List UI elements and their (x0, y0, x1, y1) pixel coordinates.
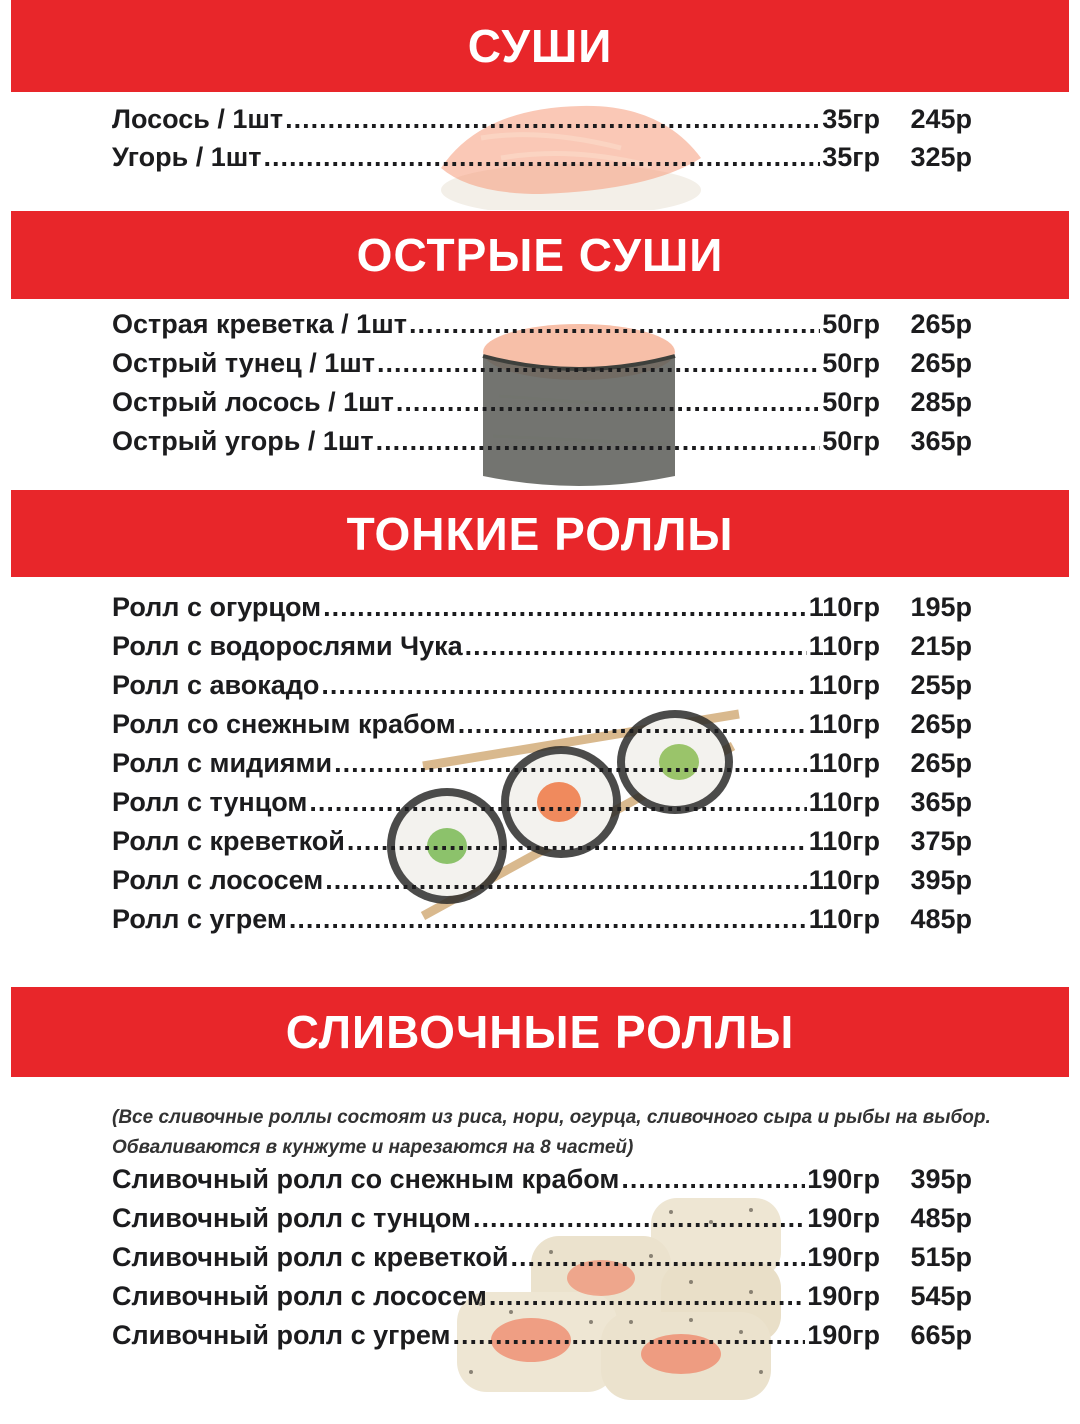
item-weight: 50гр (822, 348, 880, 378)
dot-leader (325, 865, 806, 896)
dot-leader (309, 787, 806, 818)
item-name: Сливочный ролл с креветкой (112, 1242, 509, 1272)
dot-leader (473, 1203, 805, 1234)
item-name: Сливочный ролл со снежным крабом (112, 1164, 620, 1194)
item-name: Острая креветка / 1шт (112, 309, 407, 339)
item-name: Острый лосось / 1шт (112, 387, 394, 417)
section-title: СЛИВОЧНЫЕ РОЛЛЫ (285, 1006, 795, 1058)
item-weight: 190гр (807, 1281, 880, 1311)
dot-leader (347, 826, 807, 857)
item-price: 515р (910, 1242, 972, 1272)
dot-leader (396, 387, 820, 418)
menu-item (112, 387, 972, 425)
section-banner-cream-rolls (11, 987, 1069, 1077)
item-name: Сливочный ролл с угрем (112, 1320, 451, 1350)
item-weight: 110гр (808, 865, 880, 895)
item-weight: 110гр (808, 826, 880, 856)
item-name: Ролл с огурцом (112, 592, 322, 622)
item-weight: 110гр (808, 748, 880, 778)
item-name: Ролл с лососем (112, 865, 324, 895)
menu-item (112, 904, 972, 942)
item-price: 395р (910, 1164, 972, 1194)
item-weight: 35гр (822, 142, 880, 172)
item-price: 195р (910, 592, 972, 622)
menu-item (112, 1320, 972, 1358)
menu-item (112, 348, 972, 386)
menu-item (112, 592, 972, 630)
item-weight: 50гр (822, 309, 880, 339)
dot-leader (285, 104, 820, 135)
item-name: Ролл с креветкой (112, 826, 345, 856)
item-price: 485р (910, 904, 972, 934)
item-price: 375р (910, 826, 972, 856)
menu-item (112, 748, 972, 786)
item-price: 395р (910, 865, 972, 895)
item-price: 215р (910, 631, 972, 661)
item-price: 265р (910, 309, 972, 339)
dot-leader (377, 348, 820, 379)
section-title: ОСТРЫЕ СУШИ (356, 229, 724, 281)
item-name: Ролл с угрем (112, 904, 287, 934)
dot-leader (458, 709, 807, 740)
dot-leader (321, 670, 806, 701)
item-weight: 110гр (808, 631, 880, 661)
item-name: Сливочный ролл с тунцом (112, 1203, 472, 1233)
item-weight: 50гр (822, 387, 880, 417)
item-price: 365р (910, 426, 972, 456)
item-name: Ролл с авокадо (112, 670, 320, 700)
item-price: 365р (910, 787, 972, 817)
item-price: 325р (910, 142, 972, 172)
menu-item (112, 104, 972, 142)
dot-leader (323, 592, 807, 623)
item-weight: 35гр (822, 104, 880, 134)
menu-item (112, 826, 972, 864)
item-weight: 110гр (808, 709, 880, 739)
section-title: ТОНКИЕ РОЛЛЫ (346, 507, 734, 560)
item-name: Острый тунец / 1шт (112, 348, 375, 378)
dot-leader (264, 142, 821, 173)
dot-leader (489, 1281, 805, 1312)
item-name: Угорь / 1шт (112, 142, 262, 172)
item-weight: 110гр (808, 592, 880, 622)
dot-leader (334, 748, 807, 779)
item-name: Сливочный ролл с лососем (112, 1281, 487, 1311)
section-title: СУШИ (467, 20, 613, 72)
item-price: 545р (910, 1281, 972, 1311)
menu-item (112, 670, 972, 708)
item-price: 285р (910, 387, 972, 417)
item-price: 665р (910, 1320, 972, 1350)
dot-leader (452, 1320, 805, 1351)
menu-item (112, 1281, 972, 1319)
item-weight: 190гр (807, 1242, 880, 1272)
menu-item (112, 865, 972, 903)
item-price: 265р (910, 748, 972, 778)
item-name: Лосось / 1шт (112, 104, 284, 134)
menu-item (112, 142, 972, 180)
item-name: Ролл с тунцом (112, 787, 308, 817)
dot-leader (409, 309, 820, 340)
dot-leader (510, 1242, 805, 1273)
item-name: Ролл со снежным крабом (112, 709, 456, 739)
menu-page (11, 0, 1069, 1424)
menu-item (112, 1242, 972, 1280)
item-price: 255р (910, 670, 972, 700)
item-weight: 110гр (808, 787, 880, 817)
item-price: 245р (910, 104, 972, 134)
item-weight: 190гр (807, 1164, 880, 1194)
menu-item (112, 1164, 972, 1202)
menu-item (112, 426, 972, 464)
section-banner-sushi (11, 0, 1069, 92)
item-name: Ролл с водорослями Чука (112, 631, 463, 661)
item-name: Ролл с мидиями (112, 748, 333, 778)
item-price: 265р (910, 709, 972, 739)
item-weight: 50гр (822, 426, 880, 456)
menu-item (112, 1203, 972, 1241)
dot-leader (465, 631, 807, 662)
item-weight: 110гр (808, 904, 880, 934)
section-note: (Все сливочные роллы состоят из риса, нори, огурца, сливочного сыра и рыбы на выбор. Обваливаются в кунжуте и нарезаются на 8 частей) (112, 1107, 991, 1158)
item-weight: 190гр (807, 1203, 880, 1233)
dot-leader (289, 904, 807, 935)
menu-item (112, 709, 972, 747)
item-weight: 190гр (807, 1320, 880, 1350)
menu-item (112, 631, 972, 669)
menu-item (112, 787, 972, 825)
menu-item (112, 309, 972, 347)
dot-leader (376, 426, 821, 457)
dot-leader (621, 1164, 805, 1195)
item-name: Острый угорь / 1шт (112, 426, 374, 456)
item-price: 485р (910, 1203, 972, 1233)
section-banner-spicy-sushi (11, 211, 1069, 299)
section-banner-thin-rolls (11, 490, 1069, 577)
item-weight: 110гр (808, 670, 880, 700)
item-price: 265р (910, 348, 972, 378)
